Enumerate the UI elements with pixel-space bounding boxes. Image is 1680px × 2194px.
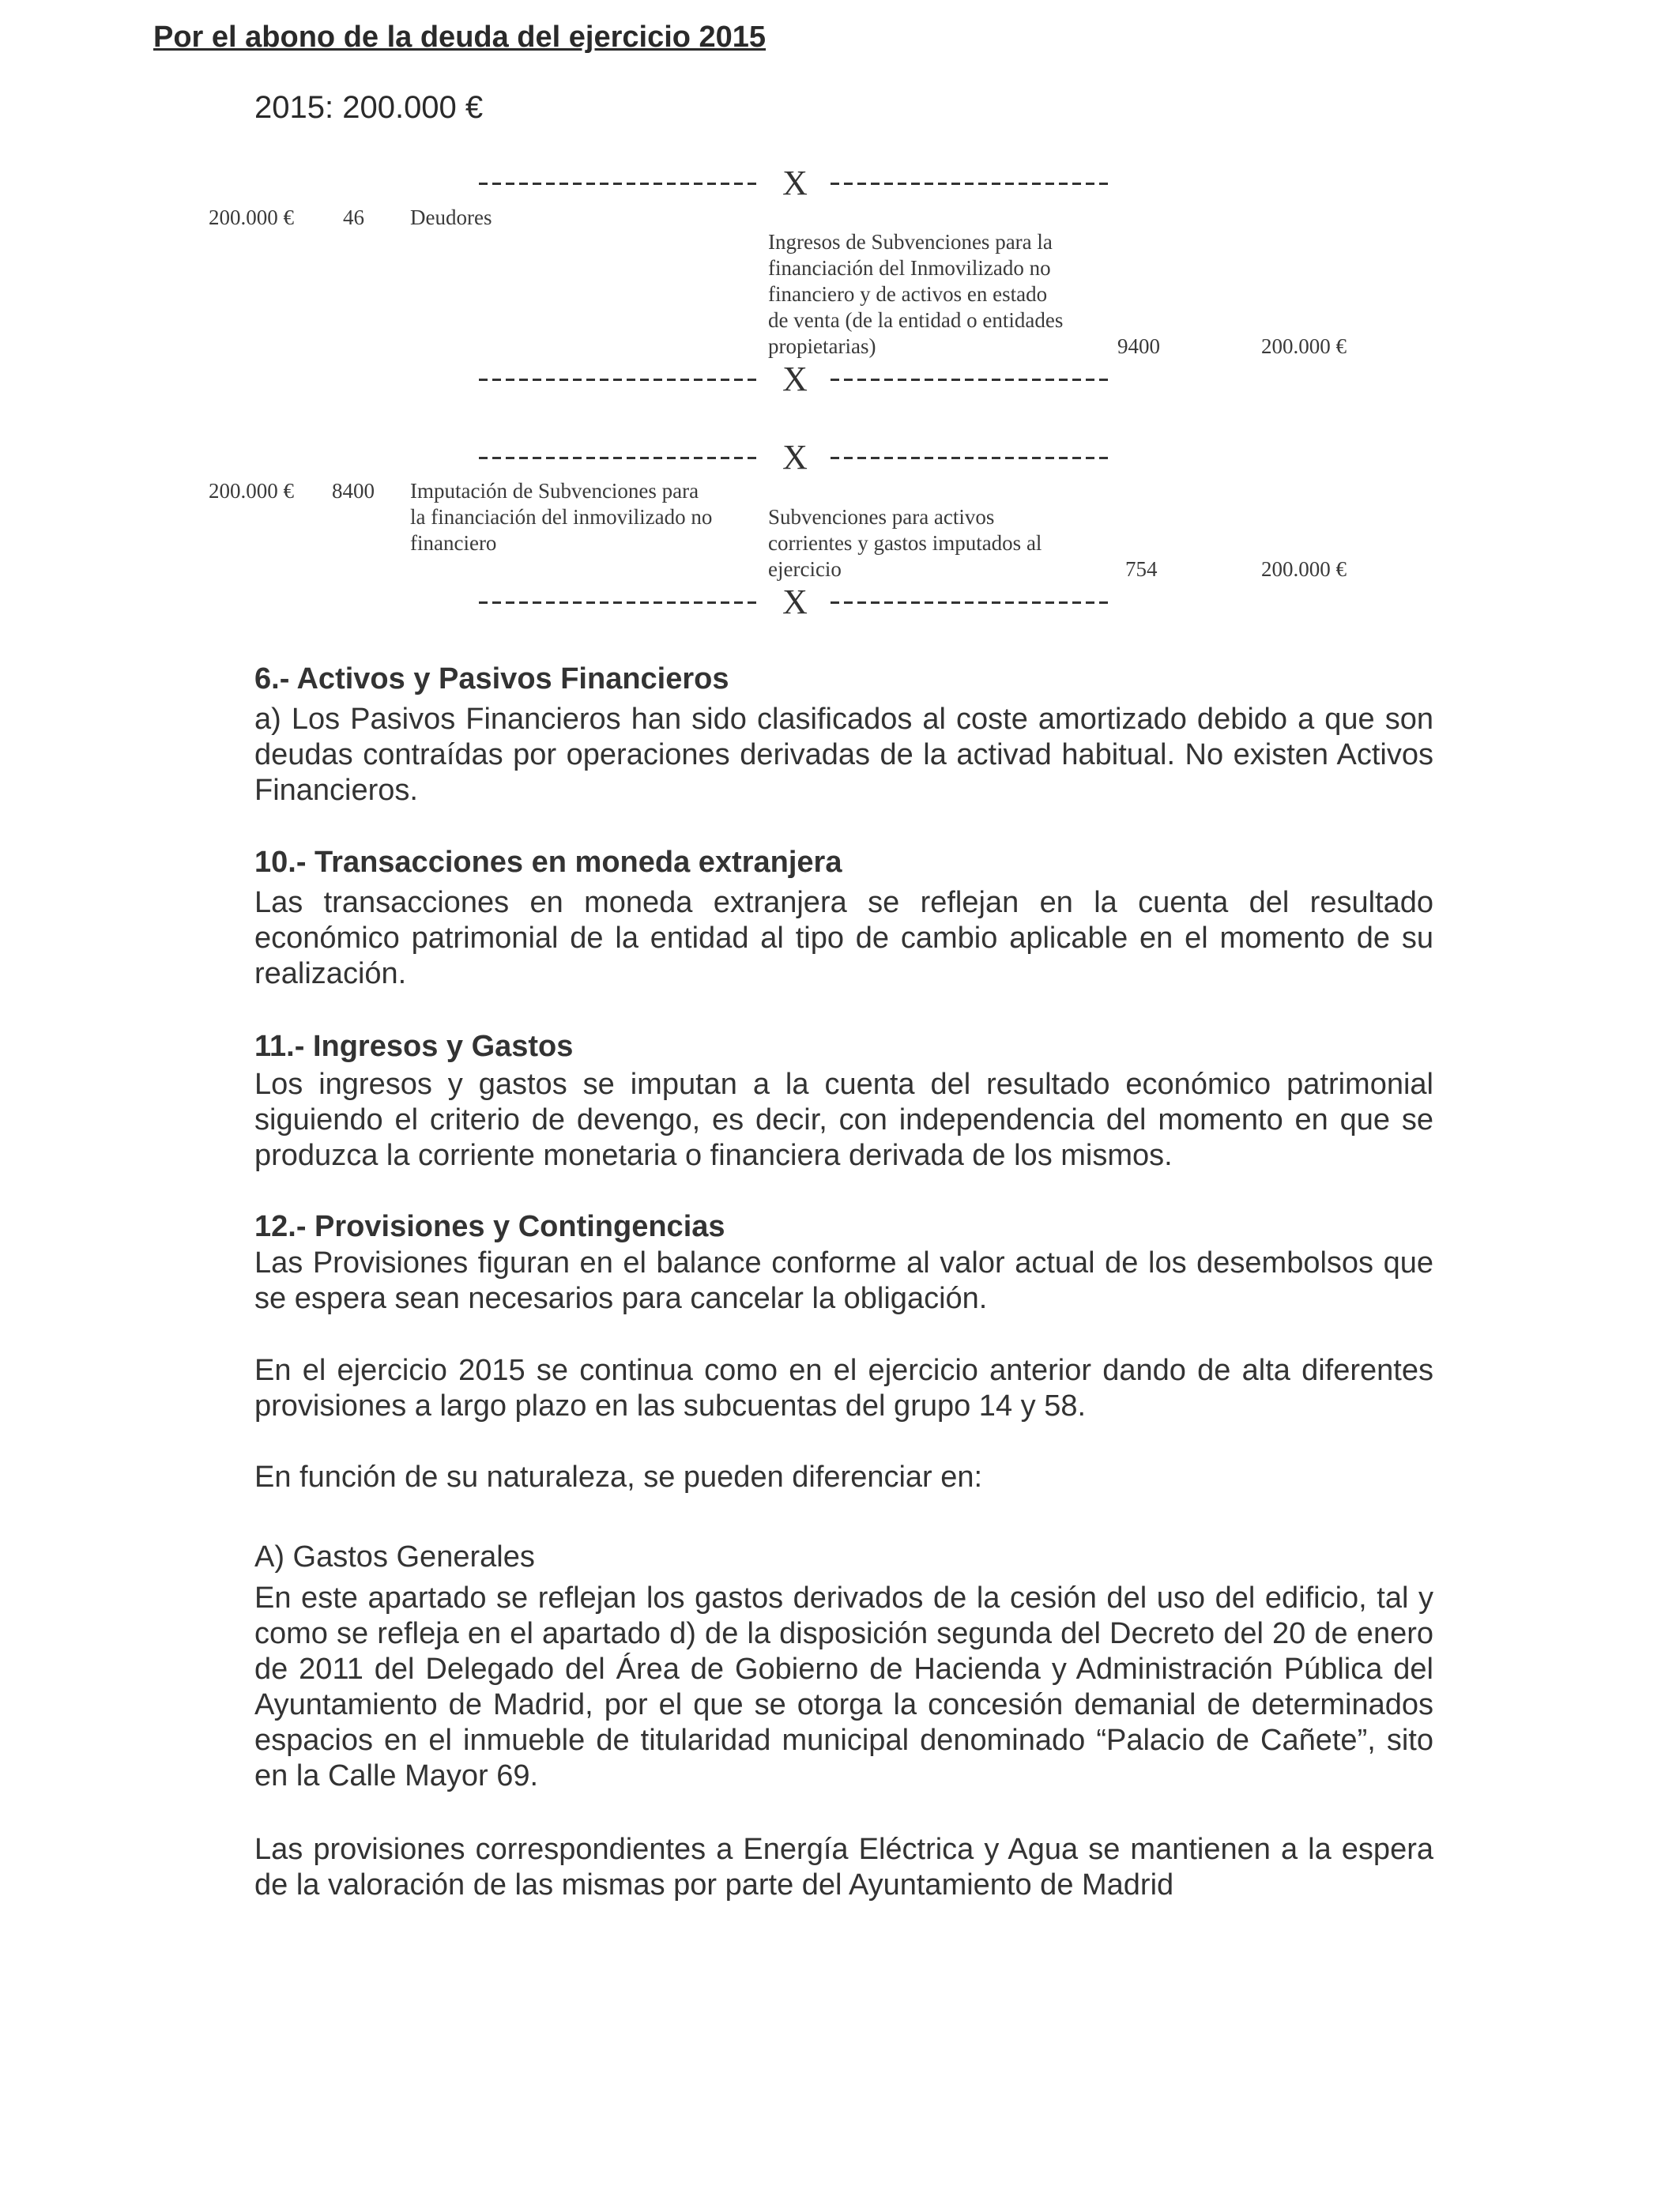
- debit-line: financiero: [410, 531, 497, 555]
- entry-separator: [479, 164, 1111, 203]
- dash-line: [479, 457, 759, 459]
- document-heading: Por el abono de la deuda del ejercicio 2015: [153, 21, 767, 54]
- dash-line: [479, 183, 759, 185]
- dash-line: [831, 601, 1111, 604]
- entry1-credit-account: 9400: [1117, 334, 1160, 358]
- separator-mark: X: [782, 360, 808, 398]
- entry2-debit-amount: 200.000 €: [209, 479, 294, 503]
- entry-separator: [479, 360, 1111, 399]
- section-6-title: 6.- Activos y Pasivos Financieros: [254, 662, 729, 696]
- dash-line: [479, 379, 759, 381]
- subsection-a-title: A) Gastos Generales: [254, 1540, 535, 1574]
- separator-mark: X: [782, 438, 808, 477]
- credit-line: financiación del Inmovilizado no: [768, 256, 1051, 280]
- entry1-debit-name: Deudores: [410, 205, 492, 229]
- entry2-credit-description: [768, 504, 1042, 582]
- section-12-text-4: Las provisiones correspondientes a Energía Eléctrica y Agua se mantienen a la espera de la valoración de las mismas por parte del Ayuntamiento de Madrid: [254, 1833, 1433, 1902]
- debit-line: la financiación del inmovilizado no: [410, 505, 713, 529]
- credit-line: Subvenciones para activos: [768, 505, 995, 529]
- entry1-debit-account: 46: [343, 205, 364, 229]
- entry2-debit-description: [410, 478, 712, 556]
- entry2-debit-account: 8400: [332, 479, 375, 503]
- credit-line: propietarias): [768, 334, 876, 358]
- entry1-debit-amount: 200.000 €: [209, 205, 294, 229]
- entry-separator: [479, 582, 1111, 622]
- entry2-credit-account: 754: [1125, 557, 1158, 581]
- year-amount: 2015: 200.000 €: [254, 90, 484, 125]
- section-11-title: 11.- Ingresos y Gastos: [254, 1030, 574, 1063]
- dash-line: [831, 379, 1111, 381]
- separator-mark: X: [782, 164, 808, 202]
- credit-line: ejercicio: [768, 557, 842, 581]
- separator-mark: X: [782, 582, 808, 621]
- section-12-text: Las Provisiones figuran en el balance conforme al valor actual de los desembolsos que se espera sean necesarios para cancelar la obligación.: [254, 1246, 1433, 1315]
- debit-line: Imputación de Subvenciones para: [410, 479, 699, 503]
- dash-line: [831, 457, 1111, 459]
- section-11-text: Los ingresos y gastos se imputan a la cuenta del resultado económico patrimonial siguiendo el criterio de devengo, es decir, con independencia del momento en que se produzca la corriente monetaria o financiera derivada de los mismos.: [254, 1068, 1433, 1172]
- entry-separator: [479, 438, 1111, 477]
- credit-line: financiero y de activos en estado: [768, 282, 1048, 306]
- credit-line: Ingresos de Subvenciones para la: [768, 230, 1053, 254]
- section-10-title: 10.- Transacciones en moneda extranjera: [254, 846, 842, 879]
- credit-line: corrientes y gastos imputados al: [768, 531, 1042, 555]
- entry1-credit-amount: 200.000 €: [1261, 334, 1347, 358]
- section-10-text: Las transacciones en moneda extranjera se reflejan en la cuenta del resultado económico patrimonial de la entidad al tipo de cambio aplicable en el momento de su realización.: [254, 886, 1433, 990]
- section-12-text-3: En función de su naturaleza, se pueden diferenciar en:: [254, 1461, 983, 1494]
- section-6-text: a) Los Pasivos Financieros han sido clasificados al coste amortizado debido a que son deudas contraídas por operaciones derivadas de la activad habitual. No existen Activos Financieros.: [254, 703, 1433, 807]
- credit-line: de venta (de la entidad o entidades: [768, 308, 1064, 332]
- subsection-a-text: En este apartado se reflejan los gastos derivados de la cesión del uso del edificio, tal y como se refleja en el apartado d) de la disposición segunda del Decreto del 20 de enero de 2011 del Delegado del Área de Gobierno de Hacienda y Administración Pública del Ayuntamiento de Madrid, por el que se otorga la concesión demanial de determinados espacios en el inmueble de titularidad municipal denominado “Palacio de Cañete”, sito en la Calle Mayor 69.: [254, 1581, 1433, 1793]
- dash-line: [831, 183, 1111, 185]
- entry2-credit-amount: 200.000 €: [1261, 557, 1347, 581]
- dash-line: [479, 601, 759, 604]
- section-12-title: 12.- Provisiones y Contingencias: [254, 1210, 725, 1243]
- section-12-text-2: En el ejercicio 2015 se continua como en el ejercicio anterior dando de alta diferentes provisiones a largo plazo en las subcuentas del grupo 14 y 58.: [254, 1354, 1433, 1423]
- entry1-credit-description: [768, 229, 1063, 360]
